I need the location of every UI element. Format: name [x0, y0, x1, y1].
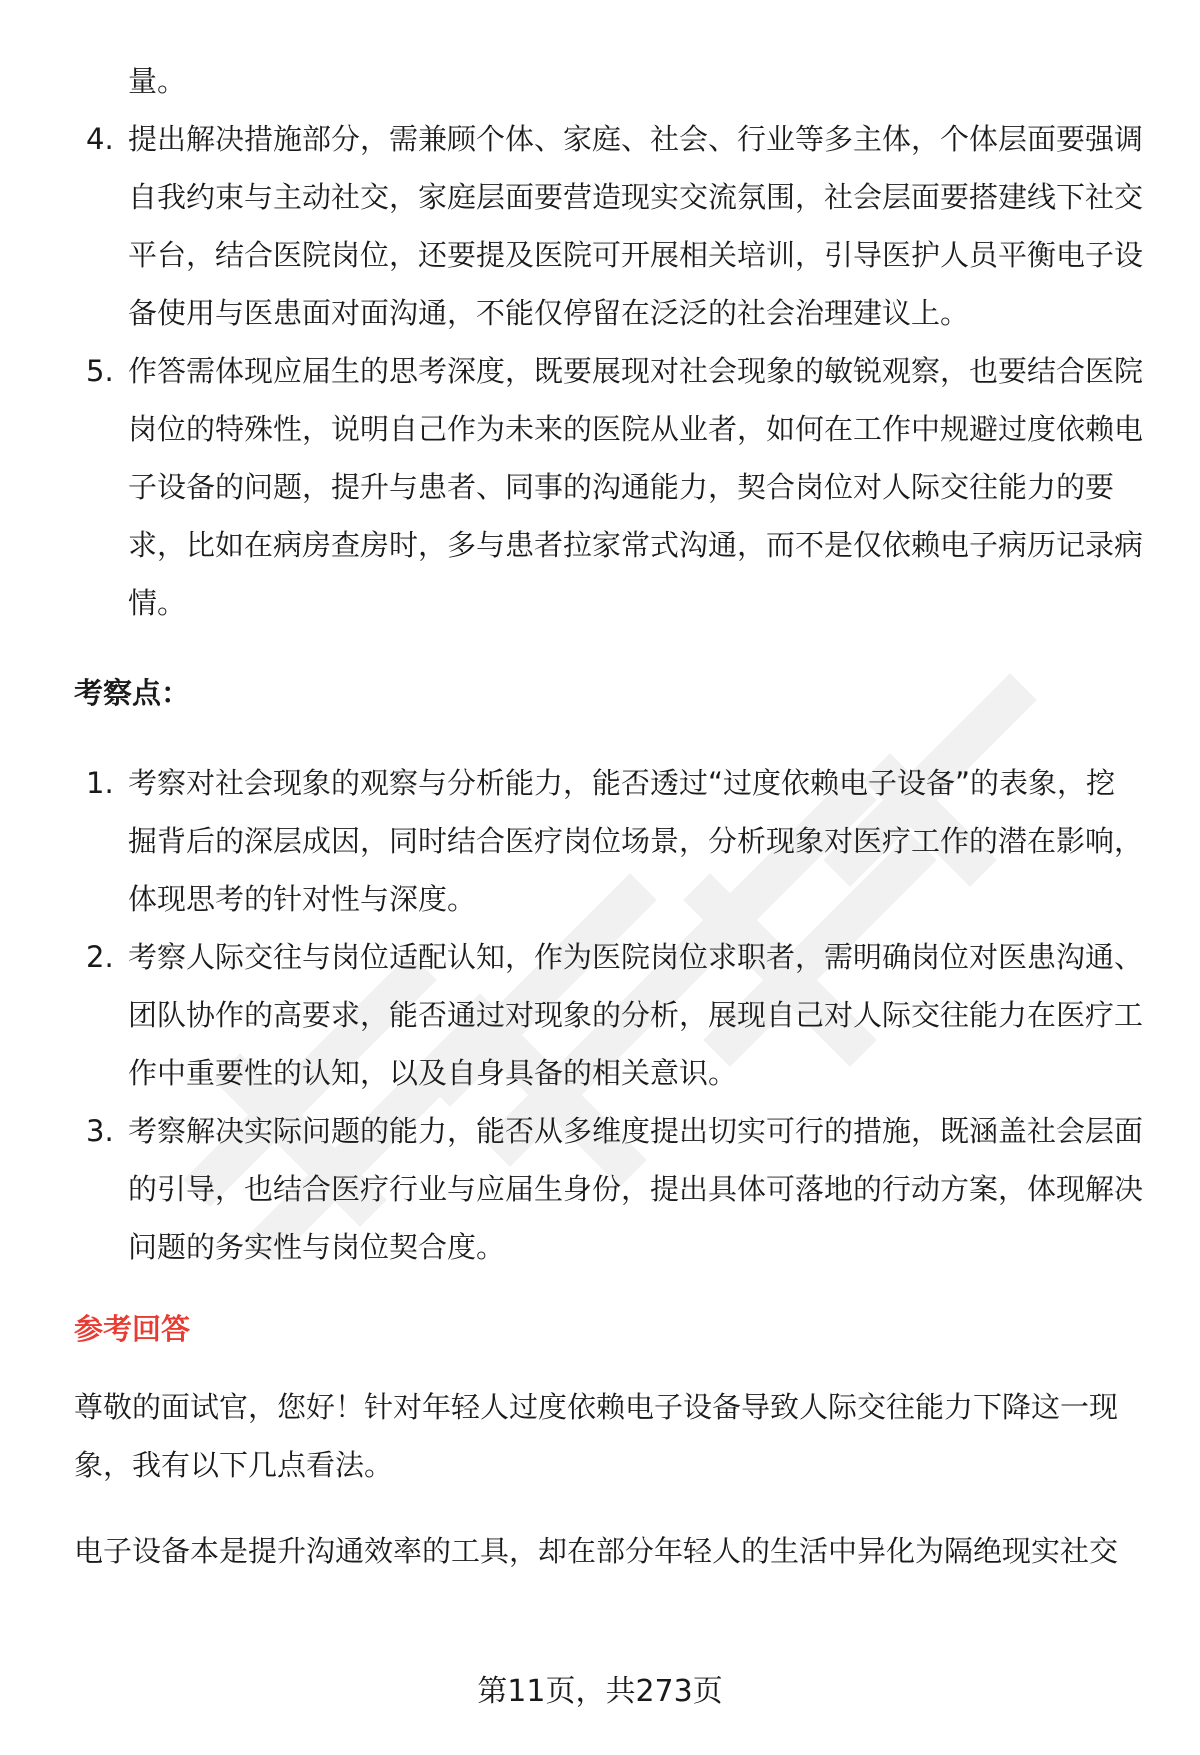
- list-item-number: 2.: [86, 940, 114, 974]
- list-item-text: 作答需体现应届生的思考深度，既要展现对社会现象的敏锐观察，也要结合医院岗位的特殊性，说明自己作为未来的医院从业者，如何在工作中规避过度依赖电子设备的问题，提升与患者、同事的沟通能力，契合岗位对人际交往能力的要求，比如在病房查房时，多与患者拉家常式沟通，而不是仅依赖电子病历记录病情。: [128, 354, 1144, 620]
- list-item-number: 4.: [86, 122, 114, 156]
- answer-paragraph: 电子设备本是提升沟通效率的工具，却在部分年轻人的生活中异化为隔绝现实社交: [74, 1534, 1119, 1568]
- document-body: [74, 52, 1144, 1608]
- criteria-heading: 考察点：: [74, 676, 191, 710]
- list-item-text: 提出解决措施部分，需兼顾个体、家庭、社会、行业等多主体，个体层面要强调自我约束与主动社交，家庭层面要营造现实交流氛围，社会层面要搭建线下社交平台，结合医院岗位，还要提及医院可开展相关培训，引导医护人员平衡电子设备使用与医患面对面沟通，不能仅停留在泛泛的社会治理建议上。: [128, 122, 1144, 330]
- list-item-number: 5.: [86, 354, 114, 388]
- list-item-text: 考察人际交往与岗位适配认知，作为医院岗位求职者，需明确岗位对医患沟通、团队协作的高要求，能否通过对现象的分析，展现自己对人际交往能力在医疗工作中重要性的认知，以及自身具备的相关意识。: [128, 940, 1144, 1090]
- list-item-text: 考察解决实际问题的能力，能否从多维度提出切实可行的措施，既涵盖社会层面的引导，也结合医疗行业与应届生身份，提出具体可落地的行动方案，体现解决问题的务实性与岗位契合度。: [128, 1114, 1144, 1264]
- list-item-text: 考察对社会现象的观察与分析能力，能否透过“过度依赖电子设备”的表象，挖掘背后的深层成因，同时结合医疗岗位场景，分析现象对医疗工作的潜在影响，体现思考的针对性与深度。: [128, 766, 1144, 916]
- solution-guidance-list: [74, 110, 1144, 632]
- reference-answer-heading: 参考回答: [74, 1312, 191, 1346]
- list-item-number: 1.: [86, 766, 114, 800]
- continued-text-fragment: 量。: [128, 64, 187, 98]
- list-item-number: 3.: [86, 1114, 114, 1148]
- list-item: [74, 110, 1144, 342]
- list-item: [74, 1102, 1144, 1276]
- list-item: [74, 754, 1144, 928]
- list-item: [74, 342, 1144, 632]
- answer-paragraph: 尊敬的面试官，您好！针对年轻人过度依赖电子设备导致人际交往能力下降这一现象，我有以下几点看法。: [74, 1390, 1119, 1482]
- list-item: [74, 928, 1144, 1102]
- page-number-footer: 第11页，共273页: [477, 1674, 723, 1709]
- criteria-list: [74, 754, 1144, 1276]
